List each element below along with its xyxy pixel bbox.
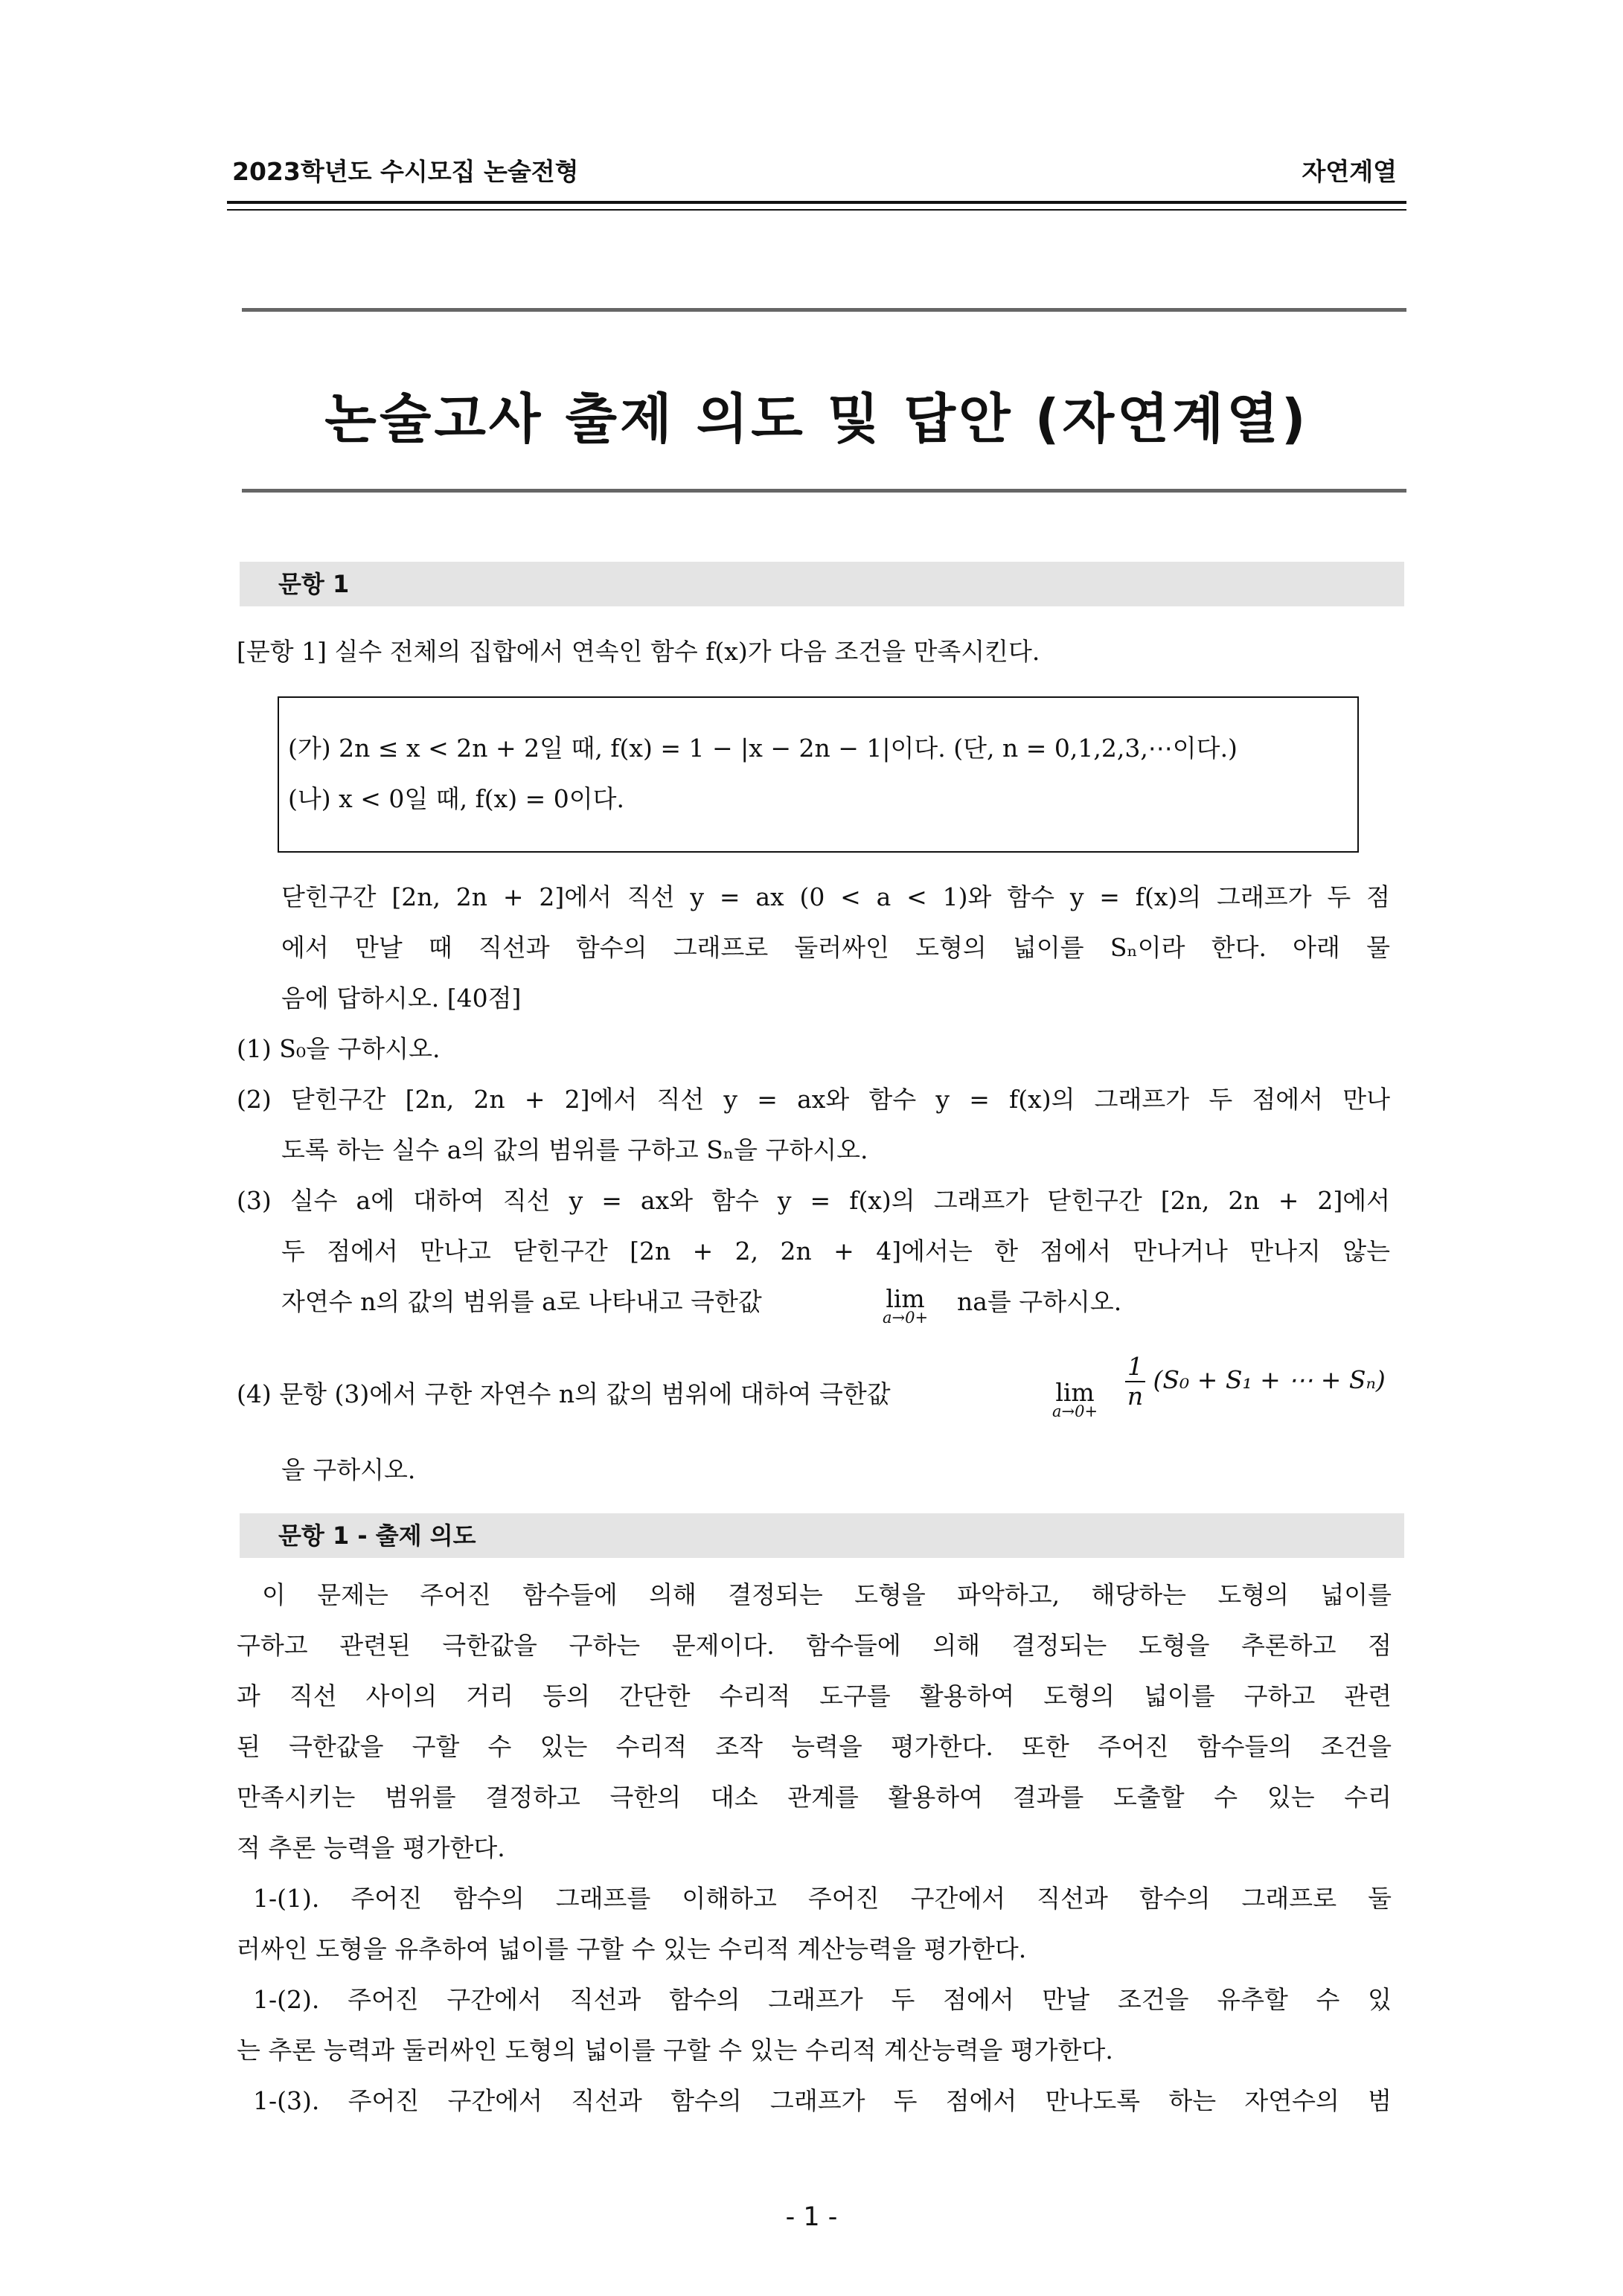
condition-a: (가) 2n ≤ x < 2n + 2일 때, f(x) = 1 − |x − 2n − 1|이다. (단, n = 0,1,2,3,⋯이다.) [288, 734, 1238, 763]
subquestion-4-line-1: (4) 문항 (3)에서 구한 자연수 n의 값의 범위에 대하여 극한값 [237, 1379, 891, 1408]
section-header-intent: 문항 1 - 출제 의도 [240, 1513, 1404, 1558]
title-rule-bottom [242, 489, 1406, 493]
fraction-numerator: 1 [1125, 1353, 1145, 1382]
intent-para1-line-3: 과 직선 사이의 거리 등의 간단한 수리적 도구를 활용하여 도형의 넓이를 구하고 관련 [237, 1681, 1392, 1710]
intent-para1-line-1: 이 문제는 주어진 함수들에 의해 결정되는 도형을 파악하고, 해당하는 도형의 넓이를 [262, 1580, 1392, 1609]
page-title: 논술고사 출제 의도 및 답안 (자연계열) [324, 388, 1309, 450]
intent-para4-line-1: 1-(3). 주어진 구간에서 직선과 함수의 그래프가 두 점에서 만나도록 하는 자연수의 범 [253, 2086, 1392, 2115]
limit-expression-q4 [1052, 1378, 1098, 1420]
intent-para3-line-1: 1-(2). 주어진 구간에서 직선과 함수의 그래프가 두 점에서 만날 조건을 유추할 수 있 [253, 1985, 1392, 2014]
intent-para2-line-2: 러싸인 도형을 유추하여 넓이를 구할 수 있는 수리적 계산능력을 평가한다. [237, 1934, 1027, 1963]
header-rule-top [227, 201, 1406, 204]
question-paragraph-line-1: 닫힌구간 [2n, 2n + 2]에서 직선 y = ax (0 < a < 1)와 함수 y = f(x)의 그래프가 두 점 [281, 882, 1390, 911]
lim-word: lim [886, 1284, 925, 1313]
fraction-one-over-n [1125, 1353, 1145, 1411]
intent-para1-line-4: 된 극한값을 구할 수 있는 수리적 조작 능력을 평가한다. 또한 주어진 함수들의 조건을 [237, 1732, 1392, 1761]
fraction-expression [1125, 1353, 1386, 1411]
limit-expression-q3 [883, 1284, 928, 1327]
subquestion-3-line-3: 자연수 n의 값의 범위를 a로 나타내고 극한값 [281, 1287, 762, 1316]
subquestion-2-line-1: (2) 닫힌구간 [2n, 2n + 2]에서 직선 y = ax와 함수 y = f(x)의 그래프가 두 점에서 만나 [237, 1085, 1390, 1114]
intent-para1-line-5: 만족시키는 범위를 결정하고 극한의 대소 관계를 활용하여 결과를 도출할 수 있는 수리 [237, 1783, 1392, 1812]
subquestion-3-line-3-tail: na를 구하시오. [957, 1287, 1122, 1316]
page-number: - 1 - [785, 2202, 838, 2232]
condition-b: (나) x < 0일 때, f(x) = 0이다. [288, 784, 625, 813]
subquestion-4-line-2: 을 구하시오. [281, 1455, 416, 1484]
lim-subscript: a→0+ [883, 1309, 929, 1327]
header-rule-bottom [227, 209, 1406, 211]
intent-para3-line-2: 는 추론 능력과 둘러싸인 도형의 넓이를 구할 수 있는 수리적 계산능력을 평가한다. [237, 2036, 1113, 2065]
subquestion-3-line-1: (3) 실수 a에 대하여 직선 y = ax와 함수 y = f(x)의 그래프가 닫힌구간 [2n, 2n + 2]에서 [237, 1186, 1390, 1215]
question-paragraph-line-2: 에서 만날 때 직선과 함수의 그래프로 둘러싸인 도형의 넓이를 Sₙ이라 한다. 아래 물 [281, 933, 1390, 962]
intent-para1-line-2: 구하고 관련된 극한값을 구하는 문제이다. 함수들에 의해 결정되는 도형을 추론하고 점 [237, 1631, 1392, 1660]
subquestion-3-line-2: 두 점에서 만나고 닫힌구간 [2n + 2, 2n + 4]에서는 한 점에서 만나거나 만나지 않는 [281, 1237, 1390, 1266]
lim-subscript: a→0+ [1052, 1402, 1098, 1420]
lim-word: lim [1055, 1378, 1095, 1407]
question-intro: [문항 1] 실수 전체의 집합에서 연속인 함수 f(x)가 다음 조건을 만족시킨다. [237, 637, 1040, 666]
intent-para2-line-1: 1-(1). 주어진 함수의 그래프를 이해하고 주어진 구간에서 직선과 함수의 그래프로 둘 [253, 1884, 1392, 1913]
intent-para1-line-6: 적 추론 능력을 평가한다. [237, 1833, 505, 1862]
header-exam-title: 2023학년도 수시모집 논술전형 [232, 157, 579, 186]
subquestion-1: (1) S₀을 구하시오. [237, 1034, 441, 1063]
sum-expression: (S₀ + S₁ + ⋯ + Sₙ) [1153, 1365, 1386, 1394]
subquestion-2-line-2: 도록 하는 실수 a의 값의 범위를 구하고 Sₙ을 구하시오. [281, 1135, 868, 1164]
header-category: 자연계열 [1302, 157, 1397, 186]
section-header-question-1: 문항 1 [240, 562, 1404, 606]
question-paragraph-line-3: 음에 답하시오. [40점] [281, 984, 522, 1013]
title-rule-top [242, 308, 1406, 312]
condition-box [278, 696, 1359, 853]
fraction-denominator: n [1127, 1382, 1144, 1411]
